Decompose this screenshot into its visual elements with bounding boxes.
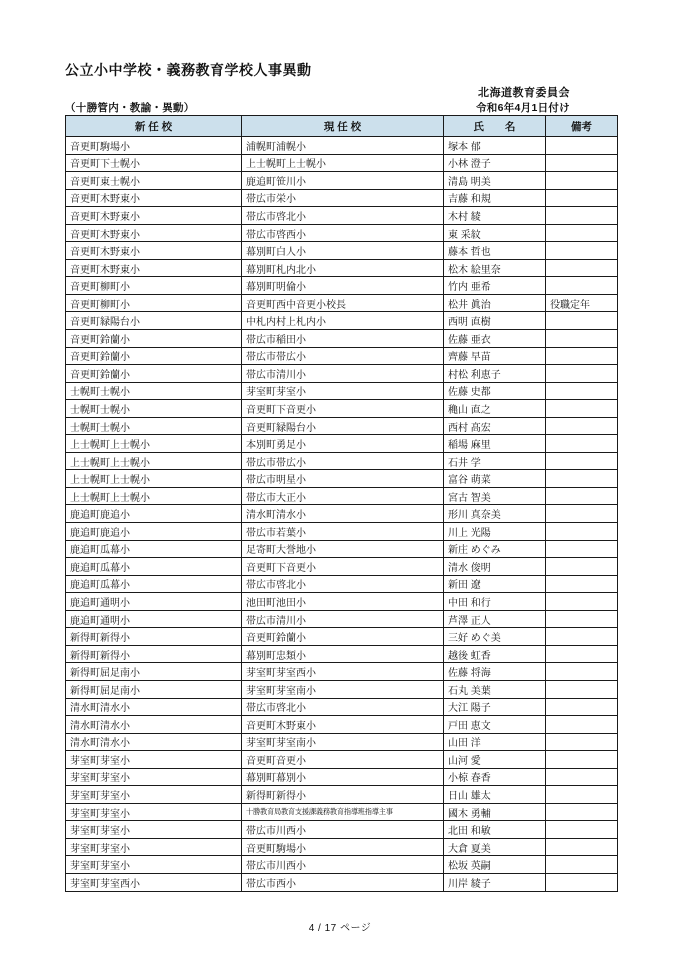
table-row: [66, 645, 618, 663]
cell-current-school: 本別町勇足小: [242, 435, 444, 453]
cell-remarks: [546, 487, 618, 505]
cell-name: 藤本 哲也: [444, 242, 546, 260]
table-row: [66, 610, 618, 628]
table-row: [66, 189, 618, 207]
table-row: [66, 505, 618, 523]
cell-name: 石井 学: [444, 452, 546, 470]
cell-name: 越後 虹香: [444, 645, 546, 663]
cell-name: 松木 絵里奈: [444, 259, 546, 277]
cell-name: 山河 愛: [444, 751, 546, 769]
cell-current-school: 芽室町芽室南小: [242, 733, 444, 751]
cell-name: 新田 遼: [444, 575, 546, 593]
cell-new-school: 芽室町芽室小: [66, 838, 242, 856]
table-row: [66, 540, 618, 558]
table-row: [66, 207, 618, 225]
cell-remarks: [546, 821, 618, 839]
cell-new-school: 新得町新得小: [66, 628, 242, 646]
table-row: [66, 716, 618, 734]
table-row: [66, 172, 618, 190]
cell-new-school: 士幌町士幌小: [66, 400, 242, 418]
table-body: [66, 137, 618, 892]
cell-new-school: 新得町新得小: [66, 645, 242, 663]
cell-name: 穐山 直之: [444, 400, 546, 418]
table-row: [66, 312, 618, 330]
cell-remarks: [546, 628, 618, 646]
table-row: [66, 382, 618, 400]
table-row: [66, 452, 618, 470]
table-row: [66, 277, 618, 295]
table-row: [66, 259, 618, 277]
cell-current-school: 帯広市啓北小: [242, 575, 444, 593]
cell-name: 大倉 夏美: [444, 838, 546, 856]
cell-remarks: [546, 593, 618, 611]
cell-remarks: [546, 680, 618, 698]
cell-remarks: [546, 435, 618, 453]
cell-remarks: [546, 856, 618, 874]
table-row: [66, 400, 618, 418]
cell-remarks: [546, 663, 618, 681]
cell-name: 北田 和敏: [444, 821, 546, 839]
cell-current-school: 新得町新得小: [242, 786, 444, 804]
cell-current-school: 帯広市帯広小: [242, 452, 444, 470]
table-row: [66, 856, 618, 874]
table-row: [66, 803, 618, 821]
cell-current-school: 帯広市西小: [242, 873, 444, 891]
table-row: [66, 838, 618, 856]
cell-current-school: 上士幌町上士幌小: [242, 154, 444, 172]
table-row: [66, 242, 618, 260]
cell-new-school: 士幌町士幌小: [66, 382, 242, 400]
table-row: [66, 733, 618, 751]
cell-name: 松坂 英嗣: [444, 856, 546, 874]
cell-new-school: 清水町清水小: [66, 733, 242, 751]
cell-remarks: [546, 259, 618, 277]
cell-remarks: [546, 470, 618, 488]
cell-current-school: 幕別町幕別小: [242, 768, 444, 786]
cell-current-school: 幕別町忠類小: [242, 645, 444, 663]
cell-name: 山田 洋: [444, 733, 546, 751]
cell-name: 富谷 萌菜: [444, 470, 546, 488]
cell-remarks: [546, 452, 618, 470]
cell-current-school: 帯広市稲田小: [242, 330, 444, 348]
cell-new-school: 音更町木野東小: [66, 189, 242, 207]
cell-remarks: [546, 610, 618, 628]
cell-new-school: 音更町柳町小: [66, 294, 242, 312]
table-row: [66, 154, 618, 172]
table-row: [66, 698, 618, 716]
cell-name: 稲場 麻里: [444, 435, 546, 453]
effective-date: 令和6年4月1日付け: [475, 102, 570, 114]
cell-remarks: [546, 347, 618, 365]
cell-name: 川上 光陽: [444, 523, 546, 541]
cell-new-school: 鹿追町鹿追小: [66, 523, 242, 541]
cell-name: 木村 綾: [444, 207, 546, 225]
cell-current-school: 清水町清水小: [242, 505, 444, 523]
cell-new-school: 新得町屈足南小: [66, 663, 242, 681]
cell-remarks: [546, 558, 618, 576]
table-row: [66, 523, 618, 541]
cell-remarks: [546, 505, 618, 523]
cell-remarks: [546, 786, 618, 804]
table-row: [66, 347, 618, 365]
cell-name: 吉藤 和規: [444, 189, 546, 207]
cell-current-school: 芽室町芽室西小: [242, 663, 444, 681]
cell-new-school: 上士幌町上士幌小: [66, 435, 242, 453]
table-row: [66, 558, 618, 576]
cell-name: 清島 明美: [444, 172, 546, 190]
cell-new-school: 音更町木野東小: [66, 224, 242, 242]
cell-current-school: 帯広市川西小: [242, 856, 444, 874]
cell-current-school: 幕別町白人小: [242, 242, 444, 260]
cell-remarks: [546, 733, 618, 751]
cell-new-school: 上士幌町上士幌小: [66, 470, 242, 488]
cell-current-school: 帯広市若葉小: [242, 523, 444, 541]
cell-remarks: [546, 242, 618, 260]
cell-name: 石丸 美葉: [444, 680, 546, 698]
cell-remarks: [546, 224, 618, 242]
cell-name: 小林 澄子: [444, 154, 546, 172]
cell-remarks: [546, 189, 618, 207]
cell-remarks: [546, 645, 618, 663]
cell-current-school: 音更町鈴蘭小: [242, 628, 444, 646]
cell-current-school: 音更町西中音更小校長: [242, 294, 444, 312]
table-row: [66, 470, 618, 488]
cell-new-school: 清水町清水小: [66, 698, 242, 716]
cell-name: 竹内 亜希: [444, 277, 546, 295]
cell-new-school: 鹿追町瓜幕小: [66, 540, 242, 558]
cell-current-school: 足寄町大誉地小: [242, 540, 444, 558]
cell-new-school: 上士幌町上士幌小: [66, 487, 242, 505]
cell-remarks: [546, 523, 618, 541]
cell-current-school: 音更町音更小: [242, 751, 444, 769]
cell-current-school: 帯広市啓北小: [242, 207, 444, 225]
cell-new-school: 音更町木野東小: [66, 242, 242, 260]
cell-name: 佐藤 史都: [444, 382, 546, 400]
document-subtitle: （十勝管内・教諭・異動）: [65, 102, 195, 114]
cell-remarks: [546, 768, 618, 786]
cell-remarks: [546, 751, 618, 769]
cell-new-school: 新得町屈足南小: [66, 680, 242, 698]
cell-name: 日山 雄太: [444, 786, 546, 804]
cell-new-school: 士幌町士幌小: [66, 417, 242, 435]
cell-name: 東 采紋: [444, 224, 546, 242]
cell-name: 芦澤 正人: [444, 610, 546, 628]
cell-current-school: 帯広市啓北小: [242, 698, 444, 716]
table-row: [66, 768, 618, 786]
cell-current-school: 芽室町芽室小: [242, 382, 444, 400]
table-row: [66, 330, 618, 348]
cell-name: 形川 真奈美: [444, 505, 546, 523]
table-row: [66, 663, 618, 681]
cell-name: 國木 勇輔: [444, 803, 546, 821]
cell-remarks: [546, 417, 618, 435]
column-header-current-school: 現 任 校: [242, 116, 444, 137]
cell-new-school: 音更町鈴蘭小: [66, 330, 242, 348]
page-number: 4 / 17 ページ: [308, 923, 372, 934]
cell-remarks: [546, 873, 618, 891]
cell-new-school: 鹿追町鹿追小: [66, 505, 242, 523]
cell-name: 戸田 恵文: [444, 716, 546, 734]
personnel-transfer-table: [65, 115, 618, 892]
cell-name: 宮古 智美: [444, 487, 546, 505]
table-row: [66, 575, 618, 593]
cell-name: 佐藤 将海: [444, 663, 546, 681]
cell-name: 松井 眞治: [444, 294, 546, 312]
cell-name: 新庄 めぐみ: [444, 540, 546, 558]
table-row: [66, 137, 618, 155]
column-header-new-school: 新 任 校: [66, 116, 242, 137]
cell-current-school: 池田町池田小: [242, 593, 444, 611]
column-header-name: 氏 名: [444, 116, 546, 137]
cell-new-school: 芽室町芽室小: [66, 856, 242, 874]
cell-current-school: 十勝教育局教育支援課義務教育指導班指導主事: [242, 803, 444, 821]
table-row: [66, 294, 618, 312]
cell-new-school: 鹿追町瓜幕小: [66, 558, 242, 576]
cell-new-school: 音更町木野東小: [66, 207, 242, 225]
table-row: [66, 751, 618, 769]
cell-name: 齊藤 早苗: [444, 347, 546, 365]
table-row: [66, 435, 618, 453]
table-row: [66, 786, 618, 804]
cell-remarks: [546, 172, 618, 190]
cell-remarks: [546, 137, 618, 155]
cell-remarks: [546, 698, 618, 716]
cell-name: 中田 和行: [444, 593, 546, 611]
cell-new-school: 芽室町芽室西小: [66, 873, 242, 891]
cell-new-school: 芽室町芽室小: [66, 803, 242, 821]
page-title: 公立小中学校・義務教育学校人事異動: [65, 62, 312, 78]
cell-current-school: 音更町木野東小: [242, 716, 444, 734]
cell-current-school: 音更町駒場小: [242, 838, 444, 856]
cell-new-school: 芽室町芽室小: [66, 821, 242, 839]
cell-name: 村松 利恵子: [444, 365, 546, 383]
cell-new-school: 清水町清水小: [66, 716, 242, 734]
cell-remarks: [546, 803, 618, 821]
cell-new-school: 音更町鈴蘭小: [66, 347, 242, 365]
cell-current-school: 浦幌町浦幌小: [242, 137, 444, 155]
table-header-row: [66, 116, 618, 137]
cell-new-school: 鹿追町瓜幕小: [66, 575, 242, 593]
cell-new-school: 上士幌町上士幌小: [66, 452, 242, 470]
table-row: [66, 873, 618, 891]
cell-remarks: [546, 277, 618, 295]
cell-new-school: 芽室町芽室小: [66, 751, 242, 769]
table-row: [66, 628, 618, 646]
cell-remarks: 役職定年: [546, 294, 618, 312]
cell-name: 大江 陽子: [444, 698, 546, 716]
table-row: [66, 487, 618, 505]
cell-current-school: 帯広市清川小: [242, 365, 444, 383]
cell-current-school: 幕別町明倫小: [242, 277, 444, 295]
cell-remarks: [546, 400, 618, 418]
cell-current-school: 帯広市清川小: [242, 610, 444, 628]
cell-current-school: 中札内村上札内小: [242, 312, 444, 330]
organization-name: 北海道教育委員会: [478, 87, 570, 99]
cell-current-school: 帯広市川西小: [242, 821, 444, 839]
cell-current-school: 鹿追町笹川小: [242, 172, 444, 190]
column-header-remarks: 備考: [546, 116, 618, 137]
cell-current-school: 帯広市大正小: [242, 487, 444, 505]
cell-new-school: 音更町柳町小: [66, 277, 242, 295]
table-row: [66, 680, 618, 698]
cell-new-school: 鹿追町通明小: [66, 593, 242, 611]
cell-name: 西明 直樹: [444, 312, 546, 330]
cell-current-school: 帯広市明星小: [242, 470, 444, 488]
cell-new-school: 鹿追町通明小: [66, 610, 242, 628]
cell-name: 川岸 綾子: [444, 873, 546, 891]
table-row: [66, 224, 618, 242]
cell-current-school: 音更町緑陽台小: [242, 417, 444, 435]
cell-new-school: 音更町駒場小: [66, 137, 242, 155]
cell-new-school: 音更町下士幌小: [66, 154, 242, 172]
cell-remarks: [546, 382, 618, 400]
cell-remarks: [546, 540, 618, 558]
cell-remarks: [546, 365, 618, 383]
cell-current-school: 帯広市啓西小: [242, 224, 444, 242]
cell-remarks: [546, 312, 618, 330]
cell-remarks: [546, 716, 618, 734]
table-row: [66, 417, 618, 435]
cell-new-school: 芽室町芽室小: [66, 768, 242, 786]
cell-remarks: [546, 575, 618, 593]
cell-name: 清水 俊明: [444, 558, 546, 576]
cell-new-school: 芽室町芽室小: [66, 786, 242, 804]
cell-remarks: [546, 838, 618, 856]
cell-new-school: 音更町鈴蘭小: [66, 365, 242, 383]
cell-current-school: 帯広市栄小: [242, 189, 444, 207]
cell-name: 佐藤 亜衣: [444, 330, 546, 348]
cell-new-school: 音更町木野東小: [66, 259, 242, 277]
cell-current-school: 幕別町札内北小: [242, 259, 444, 277]
cell-name: 塚本 郁: [444, 137, 546, 155]
cell-current-school: 音更町下音更小: [242, 400, 444, 418]
cell-name: 三好 めぐ美: [444, 628, 546, 646]
table-row: [66, 365, 618, 383]
cell-new-school: 音更町東士幌小: [66, 172, 242, 190]
cell-name: 小椋 春香: [444, 768, 546, 786]
cell-remarks: [546, 154, 618, 172]
cell-remarks: [546, 207, 618, 225]
cell-current-school: 芽室町芽室南小: [242, 680, 444, 698]
table-row: [66, 821, 618, 839]
cell-current-school: 音更町下音更小: [242, 558, 444, 576]
cell-current-school: 帯広市帯広小: [242, 347, 444, 365]
cell-remarks: [546, 330, 618, 348]
cell-new-school: 音更町緑陽台小: [66, 312, 242, 330]
table-row: [66, 593, 618, 611]
cell-name: 西村 髙宏: [444, 417, 546, 435]
